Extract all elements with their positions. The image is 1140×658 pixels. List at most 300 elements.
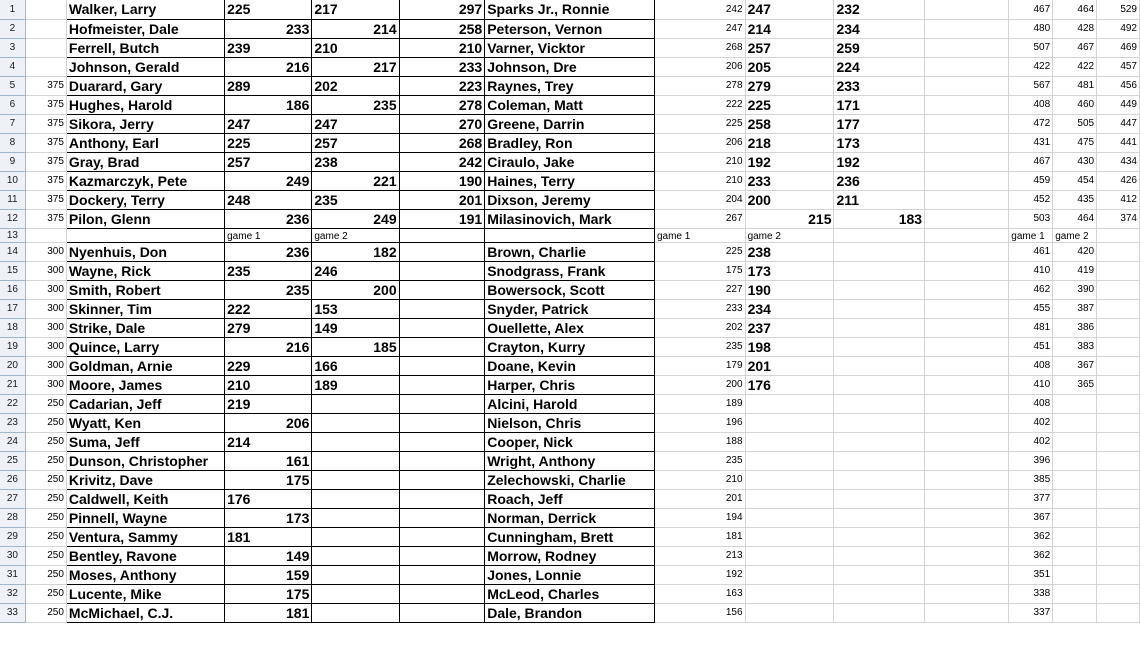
total-game1[interactable]: 472	[1009, 114, 1053, 133]
opponent-game3[interactable]: 224	[834, 57, 925, 76]
total-game1[interactable]: 507	[1009, 38, 1053, 57]
row-header[interactable]: 17	[0, 299, 25, 318]
score-game1[interactable]: 173	[225, 508, 312, 527]
total-game2[interactable]	[1053, 546, 1097, 565]
total-game2[interactable]	[1053, 394, 1097, 413]
cell-j[interactable]	[925, 451, 1009, 470]
opponent-game3[interactable]	[834, 318, 925, 337]
opponent-name[interactable]: Alcini, Harold	[485, 394, 655, 413]
total-game3[interactable]	[1097, 527, 1140, 546]
opponent-game1[interactable]: 235	[654, 451, 745, 470]
score-game1[interactable]: 289	[225, 76, 312, 95]
total-game1[interactable]: 461	[1009, 242, 1053, 261]
header-game2[interactable]: game 2	[312, 228, 399, 242]
row-header[interactable]: 7	[0, 114, 25, 133]
total-game3[interactable]: 469	[1097, 38, 1140, 57]
opponent-game1[interactable]: 204	[654, 190, 745, 209]
total-game2[interactable]	[1053, 489, 1097, 508]
opponent-game3[interactable]	[834, 299, 925, 318]
score-game3[interactable]: 268	[399, 133, 485, 152]
total-game2[interactable]: 367	[1053, 356, 1097, 375]
bowler-name[interactable]: McMichael, C.J.	[66, 603, 224, 622]
opponent-name[interactable]: Coleman, Matt	[485, 95, 655, 114]
opponent-game1[interactable]: 242	[654, 0, 745, 19]
opponent-name[interactable]: Ouellette, Alex	[485, 318, 655, 337]
score-game1[interactable]: 176	[225, 489, 312, 508]
row-header[interactable]: 15	[0, 261, 25, 280]
total-game2[interactable]: 454	[1053, 171, 1097, 190]
total-game2[interactable]: 475	[1053, 133, 1097, 152]
score-game3[interactable]	[399, 356, 485, 375]
total-game3[interactable]	[1097, 565, 1140, 584]
score-game2[interactable]: 249	[312, 209, 399, 228]
score-game1[interactable]: 248	[225, 190, 312, 209]
score-game2[interactable]: 153	[312, 299, 399, 318]
score-game3[interactable]: 270	[399, 114, 485, 133]
score-game1[interactable]: 233	[225, 19, 312, 38]
seed-value[interactable]: 250	[25, 603, 66, 622]
total-game1[interactable]: 410	[1009, 261, 1053, 280]
seed-value[interactable]: 375	[25, 152, 66, 171]
opponent-game1[interactable]: 181	[654, 527, 745, 546]
opponent-game3[interactable]	[834, 413, 925, 432]
opponent-game3[interactable]	[834, 375, 925, 394]
cell-j[interactable]	[925, 95, 1009, 114]
score-game2[interactable]: 221	[312, 171, 399, 190]
opponent-name[interactable]: Dixson, Jeremy	[485, 190, 655, 209]
total-game2[interactable]: 464	[1053, 209, 1097, 228]
total-game2[interactable]: 390	[1053, 280, 1097, 299]
opponent-game2[interactable]	[745, 546, 834, 565]
opponent-name[interactable]: Dale, Brandon	[485, 603, 655, 622]
total-game3[interactable]	[1097, 299, 1140, 318]
score-game2[interactable]	[312, 394, 399, 413]
row-header[interactable]: 6	[0, 95, 25, 114]
total-game1[interactable]: 467	[1009, 152, 1053, 171]
opponent-game2[interactable]: 257	[745, 38, 834, 57]
header-game1[interactable]: game 1	[1009, 228, 1053, 242]
score-game3[interactable]	[399, 318, 485, 337]
cell-j[interactable]	[925, 470, 1009, 489]
score-game3[interactable]: 191	[399, 209, 485, 228]
score-game2[interactable]: 214	[312, 19, 399, 38]
opponent-name[interactable]: Wright, Anthony	[485, 451, 655, 470]
score-game1[interactable]: 216	[225, 57, 312, 76]
total-game3[interactable]	[1097, 508, 1140, 527]
opponent-game2[interactable]: 205	[745, 57, 834, 76]
seed-value[interactable]: 250	[25, 489, 66, 508]
cell-j[interactable]	[925, 57, 1009, 76]
opponent-game2[interactable]	[745, 413, 834, 432]
seed-value[interactable]: 250	[25, 432, 66, 451]
opponent-name[interactable]: McLeod, Charles	[485, 584, 655, 603]
total-game2[interactable]: 365	[1053, 375, 1097, 394]
opponent-name[interactable]: Sparks Jr., Ronnie	[485, 0, 655, 19]
total-game2[interactable]	[1053, 413, 1097, 432]
opponent-game2[interactable]: 225	[745, 95, 834, 114]
total-game1[interactable]: 422	[1009, 57, 1053, 76]
score-game1[interactable]: 257	[225, 152, 312, 171]
cell-a[interactable]	[25, 228, 66, 242]
score-game3[interactable]	[399, 375, 485, 394]
opponent-game3[interactable]: 173	[834, 133, 925, 152]
opponent-game3[interactable]	[834, 546, 925, 565]
row-header[interactable]: 20	[0, 356, 25, 375]
cell-j[interactable]	[925, 432, 1009, 451]
score-game2[interactable]: 149	[312, 318, 399, 337]
cell-m[interactable]	[1097, 228, 1140, 242]
seed-value[interactable]: 250	[25, 451, 66, 470]
row-header[interactable]: 14	[0, 242, 25, 261]
score-game3[interactable]	[399, 546, 485, 565]
total-game3[interactable]	[1097, 584, 1140, 603]
total-game2[interactable]: 383	[1053, 337, 1097, 356]
total-game2[interactable]	[1053, 584, 1097, 603]
score-game3[interactable]	[399, 394, 485, 413]
total-game2[interactable]: 505	[1053, 114, 1097, 133]
opponent-game1[interactable]: 278	[654, 76, 745, 95]
cell-j[interactable]	[925, 603, 1009, 622]
row-header[interactable]: 26	[0, 470, 25, 489]
score-game2[interactable]	[312, 603, 399, 622]
opponent-game1[interactable]: 175	[654, 261, 745, 280]
score-game2[interactable]: 257	[312, 133, 399, 152]
seed-value[interactable]	[25, 57, 66, 76]
total-game1[interactable]: 452	[1009, 190, 1053, 209]
cell-j[interactable]	[925, 337, 1009, 356]
score-game2[interactable]	[312, 413, 399, 432]
seed-value[interactable]: 250	[25, 584, 66, 603]
seed-value[interactable]: 375	[25, 190, 66, 209]
bowler-name[interactable]: Wyatt, Ken	[66, 413, 224, 432]
score-game2[interactable]	[312, 470, 399, 489]
total-game1[interactable]: 503	[1009, 209, 1053, 228]
header-game2[interactable]: game 2	[745, 228, 834, 242]
opponent-game1[interactable]: 225	[654, 242, 745, 261]
seed-value[interactable]	[25, 19, 66, 38]
score-game3[interactable]	[399, 451, 485, 470]
row-header[interactable]: 11	[0, 190, 25, 209]
opponent-game2[interactable]	[745, 508, 834, 527]
total-game3[interactable]	[1097, 451, 1140, 470]
opponent-name[interactable]: Cooper, Nick	[485, 432, 655, 451]
opponent-game2[interactable]	[745, 489, 834, 508]
score-game3[interactable]: 278	[399, 95, 485, 114]
bowler-name[interactable]: Smith, Robert	[66, 280, 224, 299]
bowler-name[interactable]: Kazmarczyk, Pete	[66, 171, 224, 190]
seed-value[interactable]: 300	[25, 280, 66, 299]
opponent-game1[interactable]: 194	[654, 508, 745, 527]
opponent-game2[interactable]	[745, 584, 834, 603]
cell-j[interactable]	[925, 209, 1009, 228]
total-game1[interactable]: 410	[1009, 375, 1053, 394]
total-game1[interactable]: 362	[1009, 527, 1053, 546]
cell-j[interactable]	[925, 584, 1009, 603]
score-game2[interactable]	[312, 432, 399, 451]
opponent-name[interactable]: Norman, Derrick	[485, 508, 655, 527]
row-header[interactable]: 24	[0, 432, 25, 451]
cell-j[interactable]	[925, 261, 1009, 280]
total-game2[interactable]: 467	[1053, 38, 1097, 57]
total-game3[interactable]: 529	[1097, 0, 1140, 19]
total-game1[interactable]: 480	[1009, 19, 1053, 38]
seed-value[interactable]: 300	[25, 299, 66, 318]
seed-value[interactable]: 250	[25, 508, 66, 527]
cell-j[interactable]	[925, 171, 1009, 190]
total-game3[interactable]	[1097, 280, 1140, 299]
opponent-game1[interactable]: 233	[654, 299, 745, 318]
opponent-name[interactable]: Snyder, Patrick	[485, 299, 655, 318]
score-game3[interactable]	[399, 413, 485, 432]
total-game1[interactable]: 362	[1009, 546, 1053, 565]
total-game1[interactable]: 431	[1009, 133, 1053, 152]
opponent-game1[interactable]: 179	[654, 356, 745, 375]
opponent-game3[interactable]: 233	[834, 76, 925, 95]
seed-value[interactable]: 375	[25, 133, 66, 152]
score-game2[interactable]: 246	[312, 261, 399, 280]
total-game3[interactable]	[1097, 546, 1140, 565]
opponent-game1[interactable]: 163	[654, 584, 745, 603]
bowler-name[interactable]: Skinner, Tim	[66, 299, 224, 318]
cell-j[interactable]	[925, 508, 1009, 527]
score-game2[interactable]: 210	[312, 38, 399, 57]
seed-value[interactable]: 375	[25, 76, 66, 95]
opponent-game2[interactable]	[745, 470, 834, 489]
score-game1[interactable]: 222	[225, 299, 312, 318]
row-header[interactable]: 13	[0, 228, 25, 242]
opponent-name[interactable]: Snodgrass, Frank	[485, 261, 655, 280]
bowler-name[interactable]: Anthony, Earl	[66, 133, 224, 152]
cell-j[interactable]	[925, 19, 1009, 38]
row-header[interactable]: 1	[0, 0, 25, 19]
score-game2[interactable]: 217	[312, 0, 399, 19]
bowler-name[interactable]: Caldwell, Keith	[66, 489, 224, 508]
opponent-game3[interactable]: 211	[834, 190, 925, 209]
bowler-name[interactable]: Bentley, Ravone	[66, 546, 224, 565]
total-game2[interactable]: 420	[1053, 242, 1097, 261]
score-game2[interactable]	[312, 584, 399, 603]
score-game3[interactable]: 190	[399, 171, 485, 190]
seed-value[interactable]: 250	[25, 470, 66, 489]
opponent-game1[interactable]: 227	[654, 280, 745, 299]
opponent-name[interactable]: Haines, Terry	[485, 171, 655, 190]
score-game1[interactable]: 247	[225, 114, 312, 133]
score-game1[interactable]: 279	[225, 318, 312, 337]
cell-j[interactable]	[925, 318, 1009, 337]
total-game1[interactable]: 481	[1009, 318, 1053, 337]
row-header[interactable]: 33	[0, 603, 25, 622]
row-header[interactable]: 21	[0, 375, 25, 394]
bowler-name[interactable]: Moses, Anthony	[66, 565, 224, 584]
bowler-name[interactable]: Johnson, Gerald	[66, 57, 224, 76]
row-header[interactable]: 9	[0, 152, 25, 171]
score-game3[interactable]: 223	[399, 76, 485, 95]
total-game1[interactable]: 396	[1009, 451, 1053, 470]
bowler-name[interactable]: Nyenhuis, Don	[66, 242, 224, 261]
opponent-game3[interactable]	[834, 337, 925, 356]
opponent-name[interactable]: Morrow, Rodney	[485, 546, 655, 565]
score-game3[interactable]: 233	[399, 57, 485, 76]
score-game1[interactable]: 235	[225, 261, 312, 280]
cell-f[interactable]	[485, 228, 655, 242]
opponent-game2[interactable]: 214	[745, 19, 834, 38]
seed-value[interactable]: 250	[25, 413, 66, 432]
score-game1[interactable]: 175	[225, 584, 312, 603]
row-header[interactable]: 4	[0, 57, 25, 76]
opponent-game2[interactable]	[745, 603, 834, 622]
opponent-game2[interactable]	[745, 394, 834, 413]
opponent-game1[interactable]: 268	[654, 38, 745, 57]
total-game1[interactable]: 408	[1009, 95, 1053, 114]
opponent-game1[interactable]: 189	[654, 394, 745, 413]
row-header[interactable]: 2	[0, 19, 25, 38]
score-game3[interactable]	[399, 470, 485, 489]
score-game3[interactable]	[399, 261, 485, 280]
bowler-name[interactable]: Pilon, Glenn	[66, 209, 224, 228]
opponent-game1[interactable]: 210	[654, 470, 745, 489]
bowler-name[interactable]: Moore, James	[66, 375, 224, 394]
opponent-game2[interactable]: 258	[745, 114, 834, 133]
total-game2[interactable]	[1053, 451, 1097, 470]
row-header[interactable]: 18	[0, 318, 25, 337]
score-game3[interactable]	[399, 603, 485, 622]
opponent-game2[interactable]	[745, 527, 834, 546]
seed-value[interactable]: 250	[25, 565, 66, 584]
opponent-game3[interactable]	[834, 489, 925, 508]
seed-value[interactable]: 375	[25, 171, 66, 190]
opponent-game3[interactable]	[834, 242, 925, 261]
opponent-game2[interactable]: 247	[745, 0, 834, 19]
seed-value[interactable]: 375	[25, 95, 66, 114]
score-game2[interactable]	[312, 451, 399, 470]
bowler-name[interactable]: Goldman, Arnie	[66, 356, 224, 375]
score-game2[interactable]: 189	[312, 375, 399, 394]
score-game1[interactable]: 249	[225, 171, 312, 190]
opponent-game3[interactable]: 234	[834, 19, 925, 38]
opponent-name[interactable]: Cunningham, Brett	[485, 527, 655, 546]
opponent-name[interactable]: Nielson, Chris	[485, 413, 655, 432]
bowler-name[interactable]: Pinnell, Wayne	[66, 508, 224, 527]
score-game1[interactable]: 210	[225, 375, 312, 394]
opponent-game1[interactable]: 222	[654, 95, 745, 114]
total-game2[interactable]	[1053, 508, 1097, 527]
score-game2[interactable]: 166	[312, 356, 399, 375]
opponent-game2[interactable]: 192	[745, 152, 834, 171]
total-game2[interactable]	[1053, 565, 1097, 584]
score-game3[interactable]: 297	[399, 0, 485, 19]
total-game2[interactable]: 435	[1053, 190, 1097, 209]
opponent-name[interactable]: Greene, Darrin	[485, 114, 655, 133]
seed-value[interactable]: 250	[25, 527, 66, 546]
opponent-game1[interactable]: 201	[654, 489, 745, 508]
row-header[interactable]: 31	[0, 565, 25, 584]
cell-j[interactable]	[925, 152, 1009, 171]
opponent-game3[interactable]	[834, 584, 925, 603]
opponent-game1[interactable]: 200	[654, 375, 745, 394]
opponent-game3[interactable]: 171	[834, 95, 925, 114]
seed-value[interactable]: 250	[25, 546, 66, 565]
cell-j[interactable]	[925, 546, 1009, 565]
cell-j[interactable]	[925, 413, 1009, 432]
opponent-game3[interactable]	[834, 280, 925, 299]
score-game2[interactable]	[312, 508, 399, 527]
seed-value[interactable]	[25, 38, 66, 57]
cell-j[interactable]	[925, 565, 1009, 584]
header-game1[interactable]: game 1	[225, 228, 312, 242]
opponent-game1[interactable]: 210	[654, 152, 745, 171]
bowler-name[interactable]: Krivitz, Dave	[66, 470, 224, 489]
opponent-game2[interactable]	[745, 451, 834, 470]
score-game3[interactable]: 242	[399, 152, 485, 171]
opponent-game1[interactable]: 192	[654, 565, 745, 584]
opponent-game3[interactable]	[834, 470, 925, 489]
cell-j[interactable]	[925, 133, 1009, 152]
cell-j[interactable]	[925, 489, 1009, 508]
opponent-game1[interactable]: 267	[654, 209, 745, 228]
total-game2[interactable]	[1053, 432, 1097, 451]
cell-j[interactable]	[925, 527, 1009, 546]
total-game3[interactable]: 492	[1097, 19, 1140, 38]
total-game3[interactable]: 447	[1097, 114, 1140, 133]
total-game3[interactable]	[1097, 413, 1140, 432]
opponent-game1[interactable]: 213	[654, 546, 745, 565]
total-game3[interactable]	[1097, 489, 1140, 508]
score-game3[interactable]	[399, 527, 485, 546]
score-game2[interactable]	[312, 546, 399, 565]
opponent-game2[interactable]: 176	[745, 375, 834, 394]
cell-b[interactable]	[66, 228, 224, 242]
opponent-game2[interactable]: 279	[745, 76, 834, 95]
total-game1[interactable]: 385	[1009, 470, 1053, 489]
opponent-name[interactable]: Harper, Chris	[485, 375, 655, 394]
score-game2[interactable]: 185	[312, 337, 399, 356]
row-header[interactable]: 25	[0, 451, 25, 470]
score-game3[interactable]: 210	[399, 38, 485, 57]
score-game1[interactable]: 186	[225, 95, 312, 114]
score-game3[interactable]: 201	[399, 190, 485, 209]
score-game2[interactable]: 200	[312, 280, 399, 299]
bowler-name[interactable]: Duarard, Gary	[66, 76, 224, 95]
total-game3[interactable]	[1097, 337, 1140, 356]
score-game1[interactable]: 181	[225, 527, 312, 546]
seed-value[interactable]: 300	[25, 356, 66, 375]
cell-j[interactable]	[925, 280, 1009, 299]
opponent-game3[interactable]	[834, 432, 925, 451]
row-header[interactable]: 19	[0, 337, 25, 356]
row-header[interactable]: 5	[0, 76, 25, 95]
score-game1[interactable]: 181	[225, 603, 312, 622]
opponent-game1[interactable]: 206	[654, 57, 745, 76]
total-game3[interactable]: 449	[1097, 95, 1140, 114]
total-game3[interactable]: 412	[1097, 190, 1140, 209]
cell-j[interactable]	[925, 299, 1009, 318]
header-game2[interactable]: game 2	[1053, 228, 1097, 242]
total-game3[interactable]	[1097, 375, 1140, 394]
total-game2[interactable]: 422	[1053, 57, 1097, 76]
score-game2[interactable]: 235	[312, 190, 399, 209]
bowler-name[interactable]: Suma, Jeff	[66, 432, 224, 451]
total-game2[interactable]: 387	[1053, 299, 1097, 318]
total-game1[interactable]: 351	[1009, 565, 1053, 584]
bowler-name[interactable]: Sikora, Jerry	[66, 114, 224, 133]
total-game3[interactable]: 374	[1097, 209, 1140, 228]
opponent-game2[interactable]: 237	[745, 318, 834, 337]
total-game2[interactable]: 430	[1053, 152, 1097, 171]
bowler-name[interactable]: Ventura, Sammy	[66, 527, 224, 546]
seed-value[interactable]: 300	[25, 318, 66, 337]
score-game2[interactable]	[312, 565, 399, 584]
total-game2[interactable]	[1053, 527, 1097, 546]
